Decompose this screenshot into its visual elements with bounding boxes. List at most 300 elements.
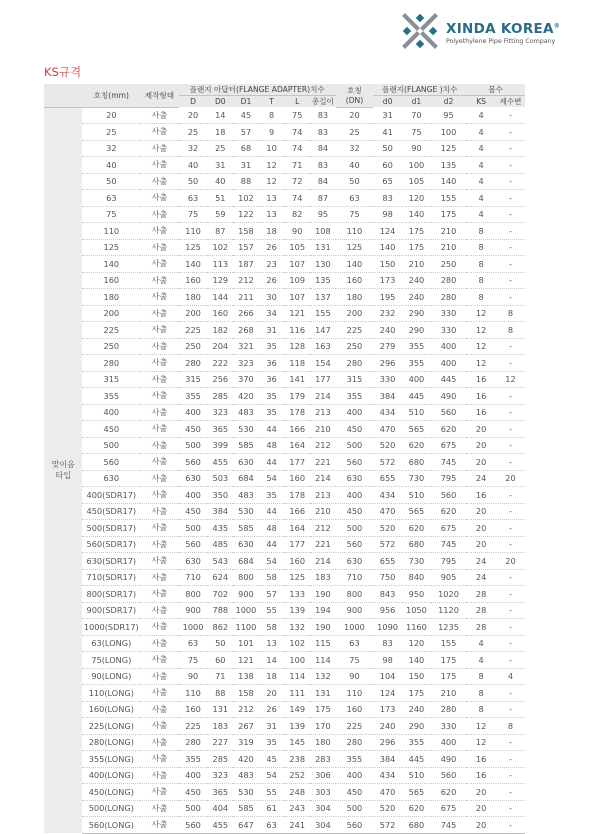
table-cell: 40 (207, 173, 233, 190)
table-cell: 164 (284, 437, 310, 454)
table-cell: 905 (431, 569, 466, 586)
table-cell: - (496, 190, 525, 207)
table-cell: 12 (259, 157, 285, 174)
table-cell: 795 (431, 553, 466, 570)
table-cell: 400 (431, 338, 466, 355)
table-row (44, 173, 555, 190)
table-cell: 116 (284, 322, 310, 339)
table-cell: 160 (179, 272, 208, 289)
table-cell: 319 (233, 734, 259, 751)
table-cell: 900 (336, 602, 373, 619)
table-cell: 사출 (140, 718, 178, 735)
table-cell: 455 (207, 454, 233, 471)
table-cell: 175 (402, 223, 431, 240)
table-cell: 680 (402, 817, 431, 834)
table-cell: 450 (179, 784, 208, 801)
table-cell: 83 (310, 107, 336, 124)
table-cell: 50 (82, 173, 140, 190)
table-cell: 139 (284, 718, 310, 735)
table-cell: 41 (373, 124, 402, 141)
table-row (44, 751, 555, 768)
table-cell: - (496, 652, 525, 669)
table-cell: 400 (431, 355, 466, 372)
table-cell: 140 (336, 256, 373, 273)
table-cell: 135 (310, 272, 336, 289)
table-cell: 585 (233, 520, 259, 537)
table-cell: 사출 (140, 124, 178, 141)
table-cell: 75 (179, 652, 208, 669)
table-cell: 사출 (140, 536, 178, 553)
table-cell: 60 (373, 157, 402, 174)
table-cell: 141 (284, 371, 310, 388)
table-cell: - (496, 800, 525, 817)
table-cell: 72 (284, 173, 310, 190)
table-cell: 180 (179, 289, 208, 306)
table-cell: 45 (233, 107, 259, 124)
table-cell: 355 (179, 388, 208, 405)
table-cell: 365 (207, 421, 233, 438)
table-cell: 149 (284, 701, 310, 718)
table-cell: 1000(SDR17) (82, 619, 140, 636)
table-cell: 4 (466, 173, 496, 190)
table-cell: 18 (259, 223, 285, 240)
table-cell: 177 (310, 371, 336, 388)
table-cell: 121 (233, 652, 259, 669)
table-cell: 520 (373, 437, 402, 454)
table-cell: 560 (431, 767, 466, 784)
table-cell: 355 (179, 751, 208, 768)
table-cell: - (496, 421, 525, 438)
table-cell: 182 (207, 322, 233, 339)
table-cell: 23 (259, 256, 285, 273)
table-cell: 120 (402, 635, 431, 652)
table-cell: 179 (284, 388, 310, 405)
header-d1: d1 (402, 96, 431, 108)
header-d2: d2 (431, 96, 466, 108)
table-cell: 28 (466, 602, 496, 619)
table-row (44, 322, 555, 339)
table-cell: 330 (373, 371, 402, 388)
table-cell: 280 (431, 272, 466, 289)
table-cell: 4 (466, 635, 496, 652)
table-cell: 105 (284, 239, 310, 256)
table-cell: 315 (179, 371, 208, 388)
spec-table (44, 84, 555, 834)
table-cell: 560 (82, 454, 140, 471)
table-cell: 75(LONG) (82, 652, 140, 669)
table-cell: 44 (259, 421, 285, 438)
table-cell: - (496, 784, 525, 801)
table-cell: 321 (233, 338, 259, 355)
table-cell: 74 (284, 190, 310, 207)
table-cell: 620 (431, 421, 466, 438)
table-cell: 283 (310, 751, 336, 768)
table-cell: 400 (179, 487, 208, 504)
table-cell: 20 (259, 685, 285, 702)
table-cell: 사출 (140, 487, 178, 504)
table-cell: 4 (466, 190, 496, 207)
table-cell: 사출 (140, 520, 178, 537)
table-cell: 60 (207, 652, 233, 669)
table-cell: 160 (82, 272, 140, 289)
table-cell: 125 (431, 140, 466, 157)
header-flange-group: 플랜지(FLANGE )치수 (373, 84, 466, 96)
table-cell: 183 (310, 569, 336, 586)
table-cell: 166 (284, 421, 310, 438)
table-cell: 사출 (140, 107, 178, 124)
table-cell: 사출 (140, 454, 178, 471)
table-cell: 434 (373, 767, 402, 784)
table-cell: 240 (373, 322, 402, 339)
table-cell: 483 (233, 404, 259, 421)
table-cell: 35 (259, 338, 285, 355)
table-cell: 40 (82, 157, 140, 174)
table-cell: 200 (336, 305, 373, 322)
table-cell: 31 (373, 107, 402, 124)
table-cell: 28 (466, 586, 496, 603)
table-cell: 675 (431, 437, 466, 454)
table-cell: 110 (336, 685, 373, 702)
table-row (44, 140, 555, 157)
table-cell: 사출 (140, 272, 178, 289)
table-row (44, 157, 555, 174)
table-cell: 20 (466, 454, 496, 471)
table-cell: 788 (207, 602, 233, 619)
table-cell: 840 (402, 569, 431, 586)
table-cell: 20 (179, 107, 208, 124)
table-cell: 355 (402, 338, 431, 355)
table-cell: 26 (259, 272, 285, 289)
table-cell: 사출 (140, 206, 178, 223)
table-cell: 500(SDR17) (82, 520, 140, 537)
table-cell: 315 (82, 371, 140, 388)
table-cell: 95 (431, 107, 466, 124)
table-cell: 210 (402, 256, 431, 273)
table-cell: 10 (259, 140, 285, 157)
table-cell: 18 (259, 668, 285, 685)
table-cell: 사출 (140, 338, 178, 355)
table-cell: 144 (207, 289, 233, 306)
table-cell: 36 (259, 355, 285, 372)
table-cell: 113 (207, 256, 233, 273)
table-cell: 132 (310, 668, 336, 685)
table-cell: 178 (284, 487, 310, 504)
table-cell: 48 (259, 520, 285, 537)
table-cell: 40 (336, 157, 373, 174)
table-row (44, 553, 555, 570)
table-cell: 102 (233, 190, 259, 207)
table-cell: 84 (310, 140, 336, 157)
table-cell: 160 (284, 470, 310, 487)
table-cell: 306 (310, 767, 336, 784)
table-cell: 125 (284, 569, 310, 586)
table-cell: 104 (373, 668, 402, 685)
table-cell: 24 (466, 569, 496, 586)
table-cell: 210 (310, 503, 336, 520)
table-cell: 177 (284, 454, 310, 471)
table-cell: - (496, 256, 525, 273)
table-cell: 530 (233, 421, 259, 438)
brand-name: XINDA KOREA® (446, 21, 561, 37)
table-cell: 213 (310, 487, 336, 504)
table-cell: 20 (496, 553, 525, 570)
table-cell: 225 (179, 322, 208, 339)
table-cell: 75 (179, 206, 208, 223)
table-cell: 285 (207, 388, 233, 405)
table-cell: 248 (284, 784, 310, 801)
table-cell: 900(SDR17) (82, 602, 140, 619)
table-cell: 107 (284, 289, 310, 306)
table-cell: 190 (310, 586, 336, 603)
type-label: 맞이음 타입 (44, 107, 82, 833)
table-cell: 사출 (140, 388, 178, 405)
table-cell: 280 (431, 701, 466, 718)
table-cell: 122 (233, 206, 259, 223)
table-cell: 사출 (140, 322, 178, 339)
table-cell: 25 (82, 124, 140, 141)
table-row (44, 685, 555, 702)
table-cell: 20 (466, 421, 496, 438)
table-row (44, 520, 555, 537)
table-cell: 사출 (140, 421, 178, 438)
table-cell: - (496, 454, 525, 471)
table-cell: 110(LONG) (82, 685, 140, 702)
table-cell: 25 (336, 124, 373, 141)
table-cell: 63 (82, 190, 140, 207)
table-cell: 445 (431, 371, 466, 388)
table-cell: 사출 (140, 503, 178, 520)
table-cell: 620 (402, 520, 431, 537)
table-cell: 470 (373, 784, 402, 801)
table-cell: 290 (402, 305, 431, 322)
table-cell: 4 (466, 652, 496, 669)
table-cell: 1000 (179, 619, 208, 636)
table-cell: 510 (402, 767, 431, 784)
table-cell: 51 (207, 190, 233, 207)
table-cell: 323 (233, 355, 259, 372)
table-cell: 350 (207, 487, 233, 504)
table-row (44, 503, 555, 520)
table-cell: 164 (284, 520, 310, 537)
table-cell: 83 (373, 635, 402, 652)
table-row (44, 619, 555, 636)
table-cell: - (496, 355, 525, 372)
table-cell: 304 (310, 817, 336, 834)
table-cell: 57 (259, 586, 285, 603)
table-cell: 450 (82, 421, 140, 438)
table-cell: 55 (259, 602, 285, 619)
table-cell: 266 (233, 305, 259, 322)
table-cell: 560 (431, 404, 466, 421)
table-cell: 710 (336, 569, 373, 586)
table-cell: 16 (466, 404, 496, 421)
table-cell: 87 (207, 223, 233, 240)
table-cell: 166 (284, 503, 310, 520)
table-cell: - (496, 239, 525, 256)
table-cell: 24 (466, 553, 496, 570)
table-cell: 560 (179, 817, 208, 834)
table-cell: 485 (207, 536, 233, 553)
header-L: L (284, 96, 310, 108)
table-cell: 44 (259, 454, 285, 471)
table-cell: - (496, 388, 525, 405)
table-cell: 399 (207, 437, 233, 454)
table-cell: 102 (284, 635, 310, 652)
table-cell: - (496, 157, 525, 174)
table-cell: 118 (284, 355, 310, 372)
table-cell: 862 (207, 619, 233, 636)
table-cell: 565 (402, 503, 431, 520)
table-cell: 63(LONG) (82, 635, 140, 652)
table-cell: 900 (233, 586, 259, 603)
table-cell: 450 (179, 503, 208, 520)
table-cell: 32 (82, 140, 140, 157)
table-cell: 365 (207, 784, 233, 801)
table-cell: 290 (402, 322, 431, 339)
table-cell: 8 (466, 239, 496, 256)
table-cell: 434 (373, 404, 402, 421)
table-cell: 684 (233, 470, 259, 487)
table-cell: 35 (259, 487, 285, 504)
table-cell: 110 (179, 685, 208, 702)
table-cell: 83 (310, 124, 336, 141)
table-cell: 483 (233, 487, 259, 504)
table-cell: 560 (336, 817, 373, 834)
table-cell: 75 (284, 107, 310, 124)
table-cell: 100 (431, 124, 466, 141)
table-cell: 530 (233, 784, 259, 801)
table-cell: 225 (179, 718, 208, 735)
table-cell: 194 (310, 602, 336, 619)
table-cell: 500 (179, 800, 208, 817)
table-cell: 572 (373, 536, 402, 553)
table-cell: 212 (310, 437, 336, 454)
table-cell: 183 (207, 718, 233, 735)
table-cell: 31 (259, 718, 285, 735)
table-cell: 510 (402, 487, 431, 504)
table-cell: 450 (179, 421, 208, 438)
table-cell: 630 (336, 553, 373, 570)
header-T: T (259, 96, 285, 108)
table-cell: 800 (233, 569, 259, 586)
table-cell: 400(SDR17) (82, 487, 140, 504)
table-cell: 180 (82, 289, 140, 306)
table-cell: 125 (179, 239, 208, 256)
table-cell: 155 (431, 635, 466, 652)
table-cell: 315 (336, 371, 373, 388)
table-cell: 20 (466, 817, 496, 834)
table-cell: 8 (466, 668, 496, 685)
table-cell: 745 (431, 817, 466, 834)
table-cell: 684 (233, 553, 259, 570)
table-cell: 560(SDR17) (82, 536, 140, 553)
table-cell: 105 (402, 173, 431, 190)
table-cell: 131 (310, 685, 336, 702)
table-row (44, 239, 555, 256)
table-cell: 214 (310, 470, 336, 487)
table-cell: - (496, 223, 525, 240)
table-cell: - (496, 635, 525, 652)
table-cell: 61 (259, 800, 285, 817)
table-cell: 8 (496, 718, 525, 735)
table-row (44, 569, 555, 586)
table-row (44, 206, 555, 223)
table-cell: 500 (336, 800, 373, 817)
table-cell: 680 (402, 454, 431, 471)
table-cell: 20 (466, 784, 496, 801)
table-cell: 187 (233, 256, 259, 273)
table-cell: 400 (336, 404, 373, 421)
table-cell: 630 (233, 454, 259, 471)
table-cell: 26 (259, 239, 285, 256)
table-cell: 210 (431, 239, 466, 256)
table-cell: 63 (179, 635, 208, 652)
table-cell: 630 (179, 553, 208, 570)
table-cell: 240 (402, 272, 431, 289)
table-cell: 280 (82, 355, 140, 372)
table-row (44, 454, 555, 471)
table-cell: 9 (259, 124, 285, 141)
table-cell: 285 (207, 751, 233, 768)
table-cell: 160 (284, 553, 310, 570)
table-cell: 140 (82, 256, 140, 273)
table-cell: 420 (233, 751, 259, 768)
table-cell: 129 (207, 272, 233, 289)
table-cell: 사출 (140, 256, 178, 273)
table-cell: 8 (466, 701, 496, 718)
table-cell: 210 (310, 421, 336, 438)
table-cell: 8 (466, 289, 496, 306)
table-row (44, 404, 555, 421)
table-cell: 213 (310, 404, 336, 421)
header-d0: d0 (373, 96, 402, 108)
table-cell: 50 (179, 173, 208, 190)
table-cell: 84 (310, 173, 336, 190)
table-cell: 107 (284, 256, 310, 273)
table-cell: 240 (373, 718, 402, 735)
table-cell: - (496, 751, 525, 768)
table-cell: 50 (373, 140, 402, 157)
table-cell: 36 (259, 371, 285, 388)
table-cell: 280 (336, 355, 373, 372)
table-cell: 400(LONG) (82, 767, 140, 784)
table-cell: 54 (259, 470, 285, 487)
table-cell: 647 (233, 817, 259, 834)
table-cell: 98 (373, 652, 402, 669)
table-cell: 사출 (140, 668, 178, 685)
table-cell: 210 (431, 685, 466, 702)
table-cell: 사출 (140, 437, 178, 454)
table-cell: 750 (373, 569, 402, 586)
table-cell: 139 (284, 602, 310, 619)
table-cell: 400 (179, 767, 208, 784)
table-cell: 사출 (140, 355, 178, 372)
table-cell: 12 (466, 734, 496, 751)
table-cell: 20 (466, 536, 496, 553)
header-total-length: 총길이 (311, 97, 334, 106)
table-cell: 211 (233, 289, 259, 306)
table-cell: 420 (233, 388, 259, 405)
table-cell: 사출 (140, 569, 178, 586)
spec-table-body (44, 107, 555, 833)
table-cell: 63 (179, 190, 208, 207)
table-cell: 88 (233, 173, 259, 190)
table-cell: 사출 (140, 817, 178, 834)
table-cell: 4 (496, 668, 525, 685)
table-cell: 사출 (140, 239, 178, 256)
table-cell: 147 (310, 322, 336, 339)
table-cell: 35 (259, 388, 285, 405)
